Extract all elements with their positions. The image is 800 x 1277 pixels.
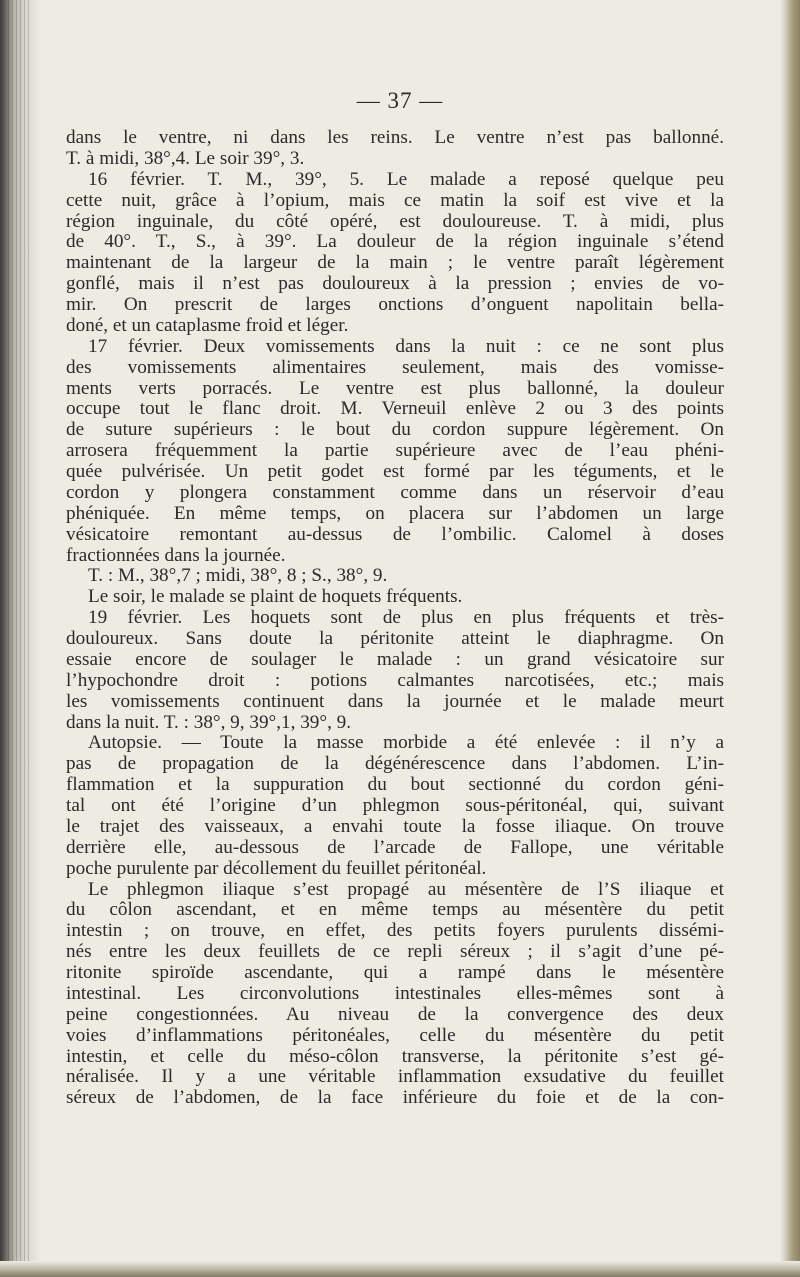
- text-line: pas de propagation de la dégénérescence dans l’abdomen. L’in-: [66, 753, 724, 775]
- text-line: Le soir, le malade se plaint de hoquets fréquents.: [88, 586, 463, 608]
- page-right-edge: [780, 0, 800, 1277]
- text-line: derrière elle, au-dessous de l’arcade de Fallope, une véritable: [66, 836, 724, 858]
- text-line: ments verts porracés. Le ventre est plus ballonné, la douleur: [66, 377, 724, 399]
- text-line: essaie encore de soulager le malade : un grand vésicatoire sur: [66, 648, 724, 670]
- text-line: flammation et la suppuration du bout sectionné du cordon géni-: [66, 774, 724, 796]
- text-line: ritonite spiroïde ascendante, qui a rampé dans le mésentère: [66, 962, 724, 983]
- text-line: T. : M., 38°,7 ; midi, 38°, 8 ; S., 38°, 9.: [88, 565, 388, 587]
- text-line: de 40°. T., S., à 39°. La douleur de la région inguinale s’étend: [66, 231, 724, 253]
- text-line: région inguinale, du côté opéré, est douloureuse. T. à midi, plus: [66, 210, 724, 232]
- text-line: intestin ; on trouve, en effet, des petits foyers purulents dissémi-: [66, 920, 724, 942]
- text-line: dans la nuit. T. : 38°, 9, 39°,1, 39°, 9.: [66, 711, 352, 733]
- text-line: 19 février. Les hoquets sont de plus en plus fréquents et très-: [88, 607, 724, 629]
- text-line: le trajet des vaisseaux, a envahi toute la fosse iliaque. On trouve: [66, 815, 724, 837]
- text-line: phéniquée. En même temps, on placera sur l’abdomen un large: [66, 502, 724, 524]
- text-line: des vomissements alimentaires seulement, mais des vomisse-: [66, 356, 724, 378]
- text-line: mir. On prescrit de larges onctions d’onguent napolitain bella-: [66, 294, 724, 315]
- text-line: nés entre les deux feuillets de ce repli séreux ; il s’agit d’une pé-: [66, 941, 724, 963]
- text-line: néralisée. Il y a une véritable inflammation exsudative du feuillet: [66, 1066, 724, 1088]
- text-line: quée pulvérisée. Un petit godet est formé par les téguments, et le: [66, 461, 724, 482]
- text-line: fractionnées dans la journée.: [66, 544, 286, 566]
- text-line: vésicatoire remontant au-dessus de l’ombilic. Calomel à doses: [66, 523, 724, 545]
- text-line: 16 février. T. M., 39°, 5. Le malade a reposé quelque peu: [88, 168, 724, 190]
- text-line: 17 février. Deux vomissements dans la nuit : ce ne sont plus: [88, 335, 724, 357]
- text-line: du côlon ascendant, et en même temps au mésentère du petit: [66, 899, 724, 921]
- text-line: gonflé, mais il n’est pas douloureux à la pression ; envies de vo-: [66, 273, 724, 295]
- body-text: [66, 128, 724, 1109]
- text-line: cordon y plongera constamment comme dans un réservoir d’eau: [66, 481, 724, 503]
- text-line: l’hypochondre droit : potions calmantes narcotisées, etc.; mais: [66, 669, 724, 691]
- text-line: douloureux. Sans doute la péritonite atteint le diaphragme. On: [66, 628, 724, 649]
- text-line: de suture supérieurs : le bout du cordon suppure légèrement. On: [66, 419, 724, 441]
- text-line: maintenant de la largeur de la main ; le ventre paraît légèrement: [66, 252, 724, 274]
- text-line: T. à midi, 38°,4. Le soir 39°, 3.: [66, 147, 305, 169]
- page-number: — 37 —: [356, 88, 444, 113]
- text-line: Autopsie. — Toute la masse morbide a été enlevée : il n’y a: [88, 732, 724, 754]
- text-line: les vomissements continuent dans la journée et le malade meurt: [66, 690, 724, 712]
- text-line: arrosera fréquemment la partie supérieure avec de l’eau phéni-: [66, 440, 724, 462]
- text-line: Le phlegmon iliaque s’est propagé au mésentère de l’S iliaque et: [88, 878, 724, 900]
- text-line: intestin, et celle du méso-côlon transverse, la péritonite s’est gé-: [66, 1045, 724, 1067]
- text-line: cette nuit, grâce à l’opium, mais ce matin la soif est vive et la: [66, 189, 724, 211]
- text-line: tal ont été l’origine d’un phlegmon sous-péritonéal, qui, suivant: [66, 795, 724, 816]
- text-line: occupe tout le flanc droit. M. Verneuil enlève 2 ou 3 des points: [66, 398, 724, 420]
- text-line: peine congestionnées. Au niveau de la convergence des deux: [66, 1003, 724, 1025]
- text-line: intestinal. Les circonvolutions intestinales elles-mêmes sont à: [66, 982, 724, 1004]
- text-line: doné, et un cataplasme froid et léger.: [66, 314, 349, 336]
- page-bottom-edge: [0, 1261, 800, 1277]
- page-binding-texture: [8, 0, 30, 1277]
- text-line: poche purulente par décollement du feuillet péritonéal.: [66, 857, 487, 879]
- text-line: séreux de l’abdomen, de la face inférieure du foie et de la con-: [66, 1087, 724, 1109]
- text-line: voies d’inflammations péritonéales, celle du mésentère du petit: [66, 1024, 724, 1046]
- text-line: dans le ventre, ni dans les reins. Le ventre n’est pas ballonné.: [66, 127, 724, 148]
